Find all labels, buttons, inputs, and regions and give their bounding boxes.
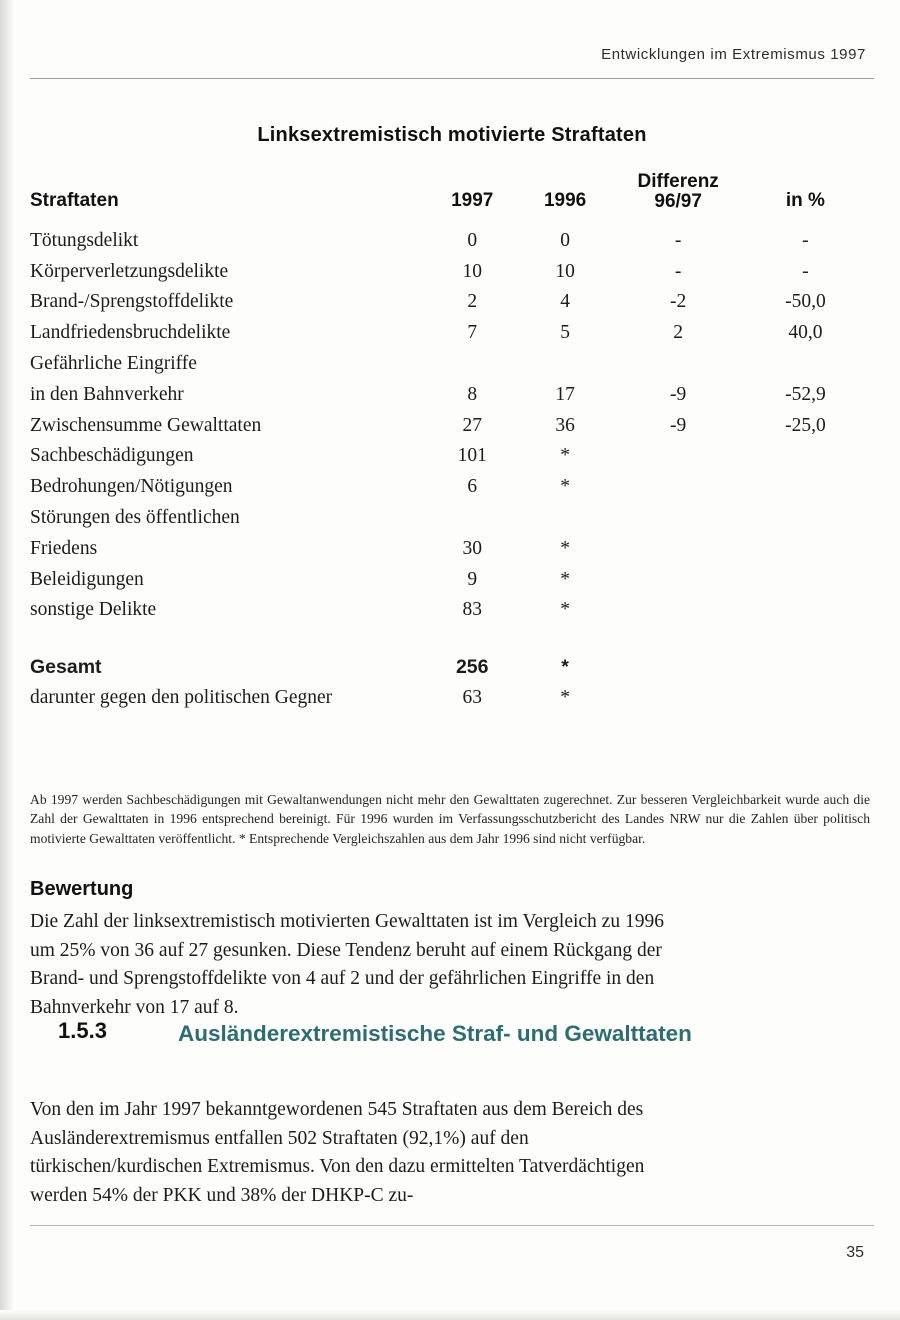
footer-rule	[30, 1225, 874, 1226]
row-value-1996: 36	[555, 414, 575, 436]
table-row	[30, 226, 866, 257]
row-value-percent: -25,0	[785, 414, 826, 436]
subtotal-value-difference	[612, 683, 745, 714]
table-head	[30, 172, 866, 226]
row-value-percent	[745, 349, 866, 380]
subtotal-label: darunter gegen den politischen Gegner	[30, 687, 333, 709]
row-value-percent	[745, 441, 866, 472]
row-value-difference	[612, 441, 745, 472]
column-header-percent: in %	[785, 189, 825, 211]
total-value-1996: *	[561, 656, 569, 679]
row-value-difference: -9	[670, 414, 687, 436]
row-value-1997: 83	[462, 599, 482, 621]
row-value-percent: 40,0	[788, 322, 823, 344]
column-header-difference-line1: Differenz	[637, 171, 719, 192]
row-value-percent	[745, 565, 866, 596]
table-header-row	[30, 172, 866, 226]
table-row	[30, 318, 866, 349]
total-value-1997: 256	[455, 656, 489, 679]
row-label: in den Bahnverkehr	[30, 383, 184, 405]
row-value-percent: -52,9	[785, 383, 826, 405]
total-value-difference	[612, 636, 745, 683]
subtotal-value-1997: 63	[462, 687, 482, 709]
row-value-1997: 101	[457, 445, 487, 467]
row-label: Sachbeschädigungen	[30, 445, 194, 467]
total-label: Gesamt	[30, 656, 102, 679]
table-row	[30, 380, 866, 411]
row-label: Brand-/Sprengstoffdelikte	[30, 291, 234, 313]
table-title: Linksextremistisch motivierte Straftaten	[257, 124, 647, 146]
table-row	[30, 534, 866, 565]
row-value-percent	[745, 534, 866, 565]
row-value-1997: 7	[467, 322, 478, 344]
row-label: Körperverletzungsdelikte	[30, 260, 229, 282]
table-body	[30, 226, 866, 714]
spacer-cell	[426, 626, 519, 636]
row-value-1996: 17	[555, 383, 575, 405]
row-label: Zwischensumme Gewalttaten	[30, 414, 262, 436]
row-value-1996: 10	[555, 260, 575, 282]
row-value-1996: *	[560, 445, 570, 467]
row-value-1996	[519, 503, 612, 534]
row-value-percent	[745, 472, 866, 503]
row-value-1997: 0	[467, 229, 478, 251]
table-row	[30, 411, 866, 442]
table-row	[30, 503, 866, 534]
scan-edge-left	[0, 0, 14, 1320]
chapter-body-text: Von den im Jahr 1997 bekanntgewordenen 545 Straftaten aus dem Bereich des Ausländerextremismus entfallen 502 Straftaten (92,1%) auf den türkischen/kurdischen Extremismus. Von den dazu ermittelten Tatverdächtigen werden 54% der PKK und 38% der DHKP-C zu-	[30, 1099, 645, 1206]
table-footnote: Ab 1997 werden Sachbeschädigungen mit Gewaltanwendungen nicht mehr den Gewalttaten zugerechnet. Zur besseren Vergleichbarkeit wurde auch die Zahl der Gewalttaten in 1996 entsprechend bereinigt. Für 1996 wurden im Verfassungsschutzbericht des Landes NRW nur die Zahlen über politisch motivierte Gewalttaten veröffentlicht. * Entsprechende Vergleichszahlen aus dem Jahr 1996 sind nicht verfügbar.	[30, 792, 870, 846]
column-header-difference-line2: 96/97	[654, 190, 702, 212]
row-value-difference	[612, 534, 745, 565]
row-value-1997: 10	[462, 260, 482, 282]
row-value-difference: -	[674, 229, 682, 251]
row-value-difference	[612, 503, 745, 534]
table-row	[30, 441, 866, 472]
row-value-1997: 9	[467, 568, 478, 590]
page-content	[30, 0, 874, 1320]
row-value-difference	[612, 595, 745, 626]
row-value-1996: *	[560, 537, 570, 559]
row-value-1997: 6	[467, 476, 478, 498]
table-row	[30, 349, 866, 380]
table-row	[30, 472, 866, 503]
row-value-percent	[745, 595, 866, 626]
row-value-difference: -9	[670, 383, 687, 405]
table-row	[30, 595, 866, 626]
column-header-label: Straftaten	[30, 189, 119, 211]
row-value-1997: 27	[462, 414, 482, 436]
row-value-difference: 2	[673, 322, 684, 344]
column-header-1996: 1996	[543, 189, 587, 211]
row-label: Bedrohungen/Nötigungen	[30, 476, 233, 498]
row-label: Friedens	[30, 537, 98, 559]
row-value-1997: 30	[462, 537, 482, 559]
table-row	[30, 257, 866, 288]
column-header-1997: 1997	[451, 189, 494, 211]
chapter-title: Ausländerextremistische Straf- und Gewalttaten	[178, 1021, 692, 1046]
row-value-difference: -2	[670, 291, 687, 313]
section-text-bewertung: Die Zahl der linksextremistisch motivierten Gewalttaten ist im Vergleich zu 1996 um 25% von 36 auf 27 gesunken. Diese Tendenz beruht auf einem Rückgang der Brand- und Sprengstoffdelikte von 4 auf 2 und der gefährlichen Eingriffe in den Bahnverkehr von 17 auf 8.	[30, 911, 664, 1018]
row-value-1997: 2	[467, 291, 478, 313]
page-number: 35	[846, 1244, 864, 1261]
row-value-1996: 0	[560, 229, 570, 251]
row-value-difference	[612, 349, 745, 380]
section-heading-bewertung: Bewertung	[30, 878, 134, 900]
table-subtotal-row	[30, 683, 866, 714]
row-value-1996	[519, 349, 612, 380]
row-value-difference: -	[674, 260, 682, 282]
row-label: Tötungsdelikt	[30, 229, 139, 251]
row-value-1996: *	[560, 476, 570, 498]
row-value-1996: *	[560, 599, 570, 621]
table-total-row	[30, 636, 866, 683]
spacer-cell	[745, 626, 866, 636]
table-row	[30, 287, 866, 318]
row-value-difference	[612, 472, 745, 503]
chapter-number: 1.5.3	[58, 1018, 107, 1043]
row-label: Beleidigungen	[30, 568, 144, 590]
subtotal-value-percent	[745, 683, 866, 714]
row-value-percent: -	[802, 229, 809, 251]
row-label: sonstige Delikte	[30, 599, 157, 621]
table-row	[30, 565, 866, 596]
spacer-cell	[612, 626, 745, 636]
row-value-1996: *	[560, 568, 570, 590]
row-label: Störungen des öffentlichen	[30, 507, 240, 529]
row-value-1996: 5	[560, 322, 570, 344]
header-rule	[30, 78, 874, 79]
row-value-percent	[745, 503, 866, 534]
spacer-cell	[519, 626, 612, 636]
row-value-percent: -	[802, 260, 809, 282]
row-value-1997: 8	[467, 383, 478, 405]
row-label: Gefährliche Eingriffe	[30, 353, 197, 375]
row-value-1996: 4	[560, 291, 570, 313]
row-value-difference	[612, 565, 745, 596]
column-header-difference	[612, 172, 745, 226]
subtotal-value-1996: *	[560, 687, 570, 709]
table-spacer-row	[30, 626, 866, 636]
row-value-1997	[426, 503, 519, 534]
spacer-cell	[30, 626, 426, 636]
running-head: Entwicklungen im Extremismus 1997	[601, 46, 866, 63]
offences-table	[30, 172, 866, 714]
row-value-percent: -50,0	[785, 291, 826, 313]
row-label: Landfriedensbruchdelikte	[30, 322, 231, 344]
total-value-percent	[745, 636, 866, 683]
row-value-1997	[426, 349, 519, 380]
